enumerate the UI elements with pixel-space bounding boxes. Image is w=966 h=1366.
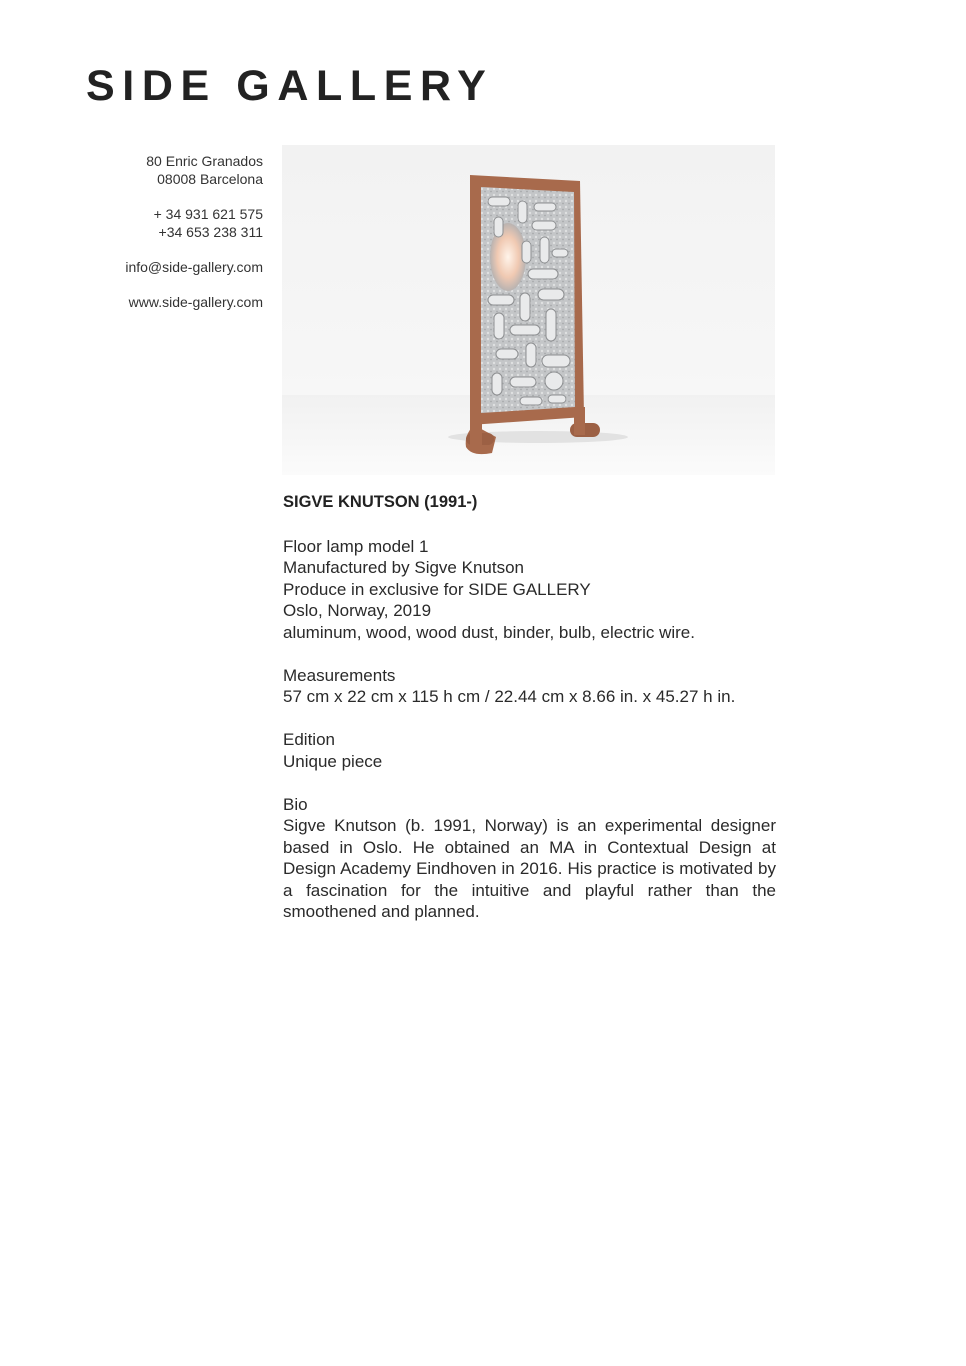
edition-section <box>283 729 776 772</box>
measurements-heading: Measurements <box>283 665 396 685</box>
bio-text: Sigve Knutson (b. 1991, Norway) is an experimental designer based in Oslo. He obtained an MA in Contextual Design at Design Academy Eindhoven in 2016. His practice is motivated by a fascination for the intuitive and playful rather than the smoothened and planned. <box>283 816 776 921</box>
contact-block <box>60 152 263 328</box>
phone-1: + 34 931 621 575 <box>153 206 263 222</box>
materials-line: aluminum, wood, wood dust, binder, bulb, electric wire. <box>283 622 695 642</box>
product-details <box>283 536 776 644</box>
edition-value: Unique piece <box>283 751 383 771</box>
website-link[interactable]: www.side-gallery.com <box>128 294 263 310</box>
email-link[interactable]: info@side-gallery.com <box>125 259 263 275</box>
measurements-value: 57 cm x 22 cm x 115 h cm / 22.44 cm x 8.66 in. x 45.27 h in. <box>283 687 736 706</box>
address-line-2: 08008 Barcelona <box>157 171 263 187</box>
product-photo <box>282 145 775 475</box>
phone-2: +34 653 238 311 <box>158 224 263 240</box>
product-title: Floor lamp model 1 <box>283 536 429 556</box>
manufacturer-line: Manufactured by Sigve Knutson <box>283 558 524 577</box>
bio-heading: Bio <box>283 794 308 814</box>
exclusivity-line: Produce in exclusive for SIDE GALLERY <box>283 579 591 599</box>
bio-section <box>283 794 776 923</box>
edition-heading: Edition <box>283 730 335 749</box>
origin-line: Oslo, Norway, 2019 <box>283 601 432 620</box>
address-line-1: 80 Enric Granados <box>146 153 263 169</box>
measurements-section <box>283 665 776 708</box>
product-description <box>283 492 776 944</box>
artist-name: SIGVE KNUTSON (1991-) <box>283 493 478 511</box>
gallery-logo: SIDE GALLERY <box>86 62 494 110</box>
floor-lamp-photo-icon <box>282 145 775 475</box>
